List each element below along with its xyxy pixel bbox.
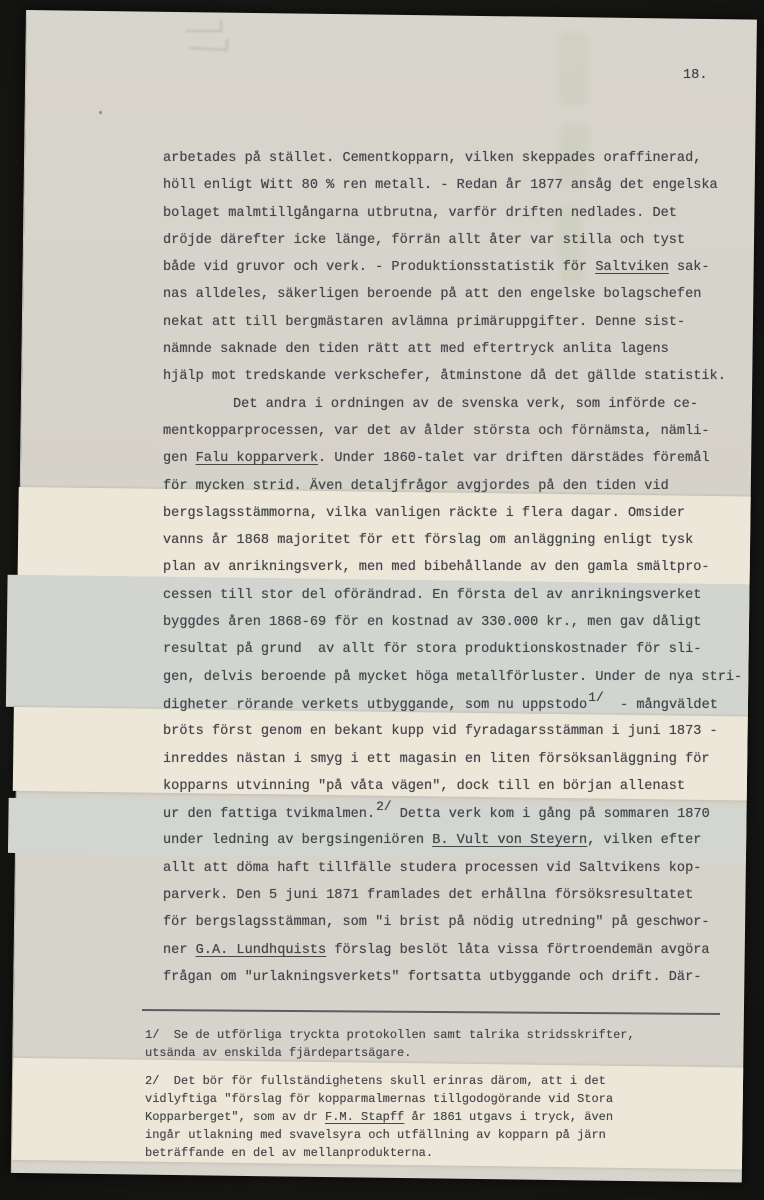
text-segment: kopparns utvinning "på våta vägen", dock till en början allenast xyxy=(163,778,686,794)
text-segment: bröts först genom en bekant kupp vid fyradagarsstämman i juni 1873 - xyxy=(163,724,718,740)
text-segment: beträffande en del av mellanprodukterna. xyxy=(145,1146,434,1160)
text-line xyxy=(163,227,742,254)
underlined-text: F.M. Stapff xyxy=(325,1110,405,1124)
text-line xyxy=(163,254,742,281)
footnotes xyxy=(145,1026,635,1162)
text-line xyxy=(163,145,742,172)
text-line xyxy=(163,418,742,445)
text-segment: sak- xyxy=(668,260,710,276)
text-segment: bolaget malmtillgångarna utbrutna, varför driften nedlades. Det xyxy=(163,205,677,221)
page-number: 18. xyxy=(683,68,708,83)
text-segment: mentkopparprocessen, var det av ålder största och förnämsta, nämli- xyxy=(163,423,710,439)
text-segment: arbetades på stället. Cementkopparn, vilken skeppades oraffinerad, xyxy=(163,151,702,166)
text-segment: förslag beslöt låta vissa förtroendemän avgöra xyxy=(326,942,710,958)
text-segment: för bergslagsstämman, som "i brist på nödig utredning" på geschwor- xyxy=(163,915,710,931)
text-line xyxy=(163,636,742,663)
text-line xyxy=(163,800,742,827)
text-segment: frågan om "urlakningsverkets" fortsatta utbyggande och drift. Där- xyxy=(163,969,702,985)
pencil-mark xyxy=(184,16,230,56)
text-segment: - mångväldet xyxy=(603,697,718,713)
text-segment: inreddes nästan i smyg i ett magasin en liten försöksanläggning för xyxy=(163,751,710,767)
text-line xyxy=(163,691,742,718)
text-line xyxy=(163,773,742,800)
text-segment: nekat att till bergmästaren avlämna primäruppgifter. Denne sist- xyxy=(163,314,686,330)
text-segment: 1/ Se de utförliga tryckta protokollen samt talrika stridsskrifter, xyxy=(145,1028,635,1042)
text-line xyxy=(163,718,742,745)
text-segment: både vid gruvor och verk. - Produktionsstatistik för xyxy=(163,260,596,276)
text-segment: plan av anrikningsverk, men med bibehållande av den gamla smältpro- xyxy=(163,560,710,576)
footnote-line xyxy=(145,1026,635,1044)
text-segment: nas alldeles, säkerligen beroende på att den engelske bolagschefen xyxy=(163,287,702,303)
text-line xyxy=(163,609,742,636)
text-segment: ner xyxy=(163,942,196,958)
typed-body-text xyxy=(163,145,742,991)
text-line xyxy=(163,554,742,581)
text-segment: höll enligt Witt 80 % ren metall. - Redan år 1877 ansåg det engelska xyxy=(163,178,718,194)
dust-speck xyxy=(99,111,102,114)
text-line xyxy=(163,200,742,227)
text-segment: Kopparberget", som av dr xyxy=(145,1110,326,1124)
text-segment: ur den fattiga tvikmalmen. xyxy=(163,807,376,823)
pencil-stroke xyxy=(186,20,222,32)
footnote-line xyxy=(145,1072,635,1090)
text-segment: år 1861 utgavs i tryck, även xyxy=(404,1110,614,1124)
text-line xyxy=(163,827,742,854)
text-segment: , vilken efter xyxy=(587,833,702,849)
underlined-text: Saltviken xyxy=(595,260,669,276)
text-line xyxy=(163,391,742,418)
text-line xyxy=(163,664,742,691)
text-line xyxy=(163,855,742,882)
footnote-line xyxy=(145,1044,635,1062)
text-line xyxy=(163,582,742,609)
text-line xyxy=(163,909,742,936)
footnote xyxy=(145,1072,635,1162)
text-segment: hjälp mot tredskande verkschefer, åtminstone då det gällde statistik. xyxy=(163,369,726,385)
text-segment: ingår utlakning med svavelsyra och utfällning av kopparn på järn xyxy=(145,1128,606,1142)
text-segment: under ledning av bergsingeniören xyxy=(163,833,433,849)
text-line xyxy=(163,172,742,199)
text-segment: cessen till stor del oförändrad. En första del av anrikningsverket xyxy=(163,587,702,603)
underlined-text: B. Vult von Steyern xyxy=(432,833,588,849)
watermark-blob xyxy=(558,32,588,106)
text-segment: gen xyxy=(163,451,196,467)
text-segment: . Under 1860-talet var driften därstädes föremål xyxy=(318,451,710,467)
text-segment: Det andra i ordningen av de svenska verk, som införde ce- xyxy=(233,396,698,412)
footnote xyxy=(145,1026,635,1062)
text-segment: digheter rörande verkets utbyggande, som nu uppstodo xyxy=(163,697,588,713)
text-segment: parverk. Den 5 juni 1871 framlades det erhållna försöksresultatet xyxy=(163,888,694,904)
footnote-line xyxy=(145,1126,635,1144)
underlined-text: G.A. Lundhquists xyxy=(195,942,327,958)
text-segment: resultat på grund av allt för stora produktionskostnader för sli- xyxy=(163,642,702,658)
text-line xyxy=(163,964,742,991)
text-line xyxy=(163,527,742,554)
text-line xyxy=(163,500,742,527)
footnote-line xyxy=(145,1144,635,1162)
text-line xyxy=(163,882,742,909)
text-segment: utsända av enskilda fjärdepartsägare. xyxy=(145,1046,412,1060)
text-line xyxy=(163,746,742,773)
text-line xyxy=(163,445,742,472)
text-line xyxy=(163,937,742,964)
pencil-stroke xyxy=(190,37,229,51)
text-segment: gen, delvis beroende på mycket höga metallförluster. Under de nya stri- xyxy=(163,669,743,685)
footnote-marker: 2/ xyxy=(376,799,392,815)
text-segment: vanns år 1868 majoritet för ett förslag om anläggning enligt tysk xyxy=(163,533,694,549)
text-segment: byggdes åren 1868-69 för en kostnad av 330.000 kr., men gav dåligt xyxy=(163,615,702,631)
text-segment: för mycken strid. Även detaljfrågor avgjordes på den tiden vid xyxy=(163,478,669,494)
footnote-line xyxy=(145,1090,635,1108)
text-segment: allt att döma haft tillfälle studera processen vid Saltvikens kop- xyxy=(163,860,702,876)
text-line xyxy=(163,473,742,500)
footnote-marker: 1/ xyxy=(588,689,604,705)
underlined-text: Falu kopparverk xyxy=(195,451,319,467)
text-line xyxy=(163,309,742,336)
text-segment: vidlyftiga "förslag för kopparmalmernas tillgodogörande vid Stora xyxy=(145,1092,614,1106)
footnote-line xyxy=(145,1108,635,1126)
text-line xyxy=(163,363,742,390)
text-segment: dröjde därefter icke länge, förrän allt åter var stilla och tyst xyxy=(163,232,686,248)
text-segment: Detta verk kom i gång på sommaren 1870 xyxy=(391,807,710,823)
text-line xyxy=(163,336,742,363)
text-segment: nämnde saknade den tiden rätt att med eftertryck anlita lagens xyxy=(163,342,669,358)
text-segment: 2/ Det bör för fullständighetens skull erinras därom, att i det xyxy=(145,1074,606,1088)
text-segment: bergslagsstämmorna, vilka vanligen räckte i flera dagar. Omsider xyxy=(163,505,686,521)
text-line xyxy=(163,281,742,308)
